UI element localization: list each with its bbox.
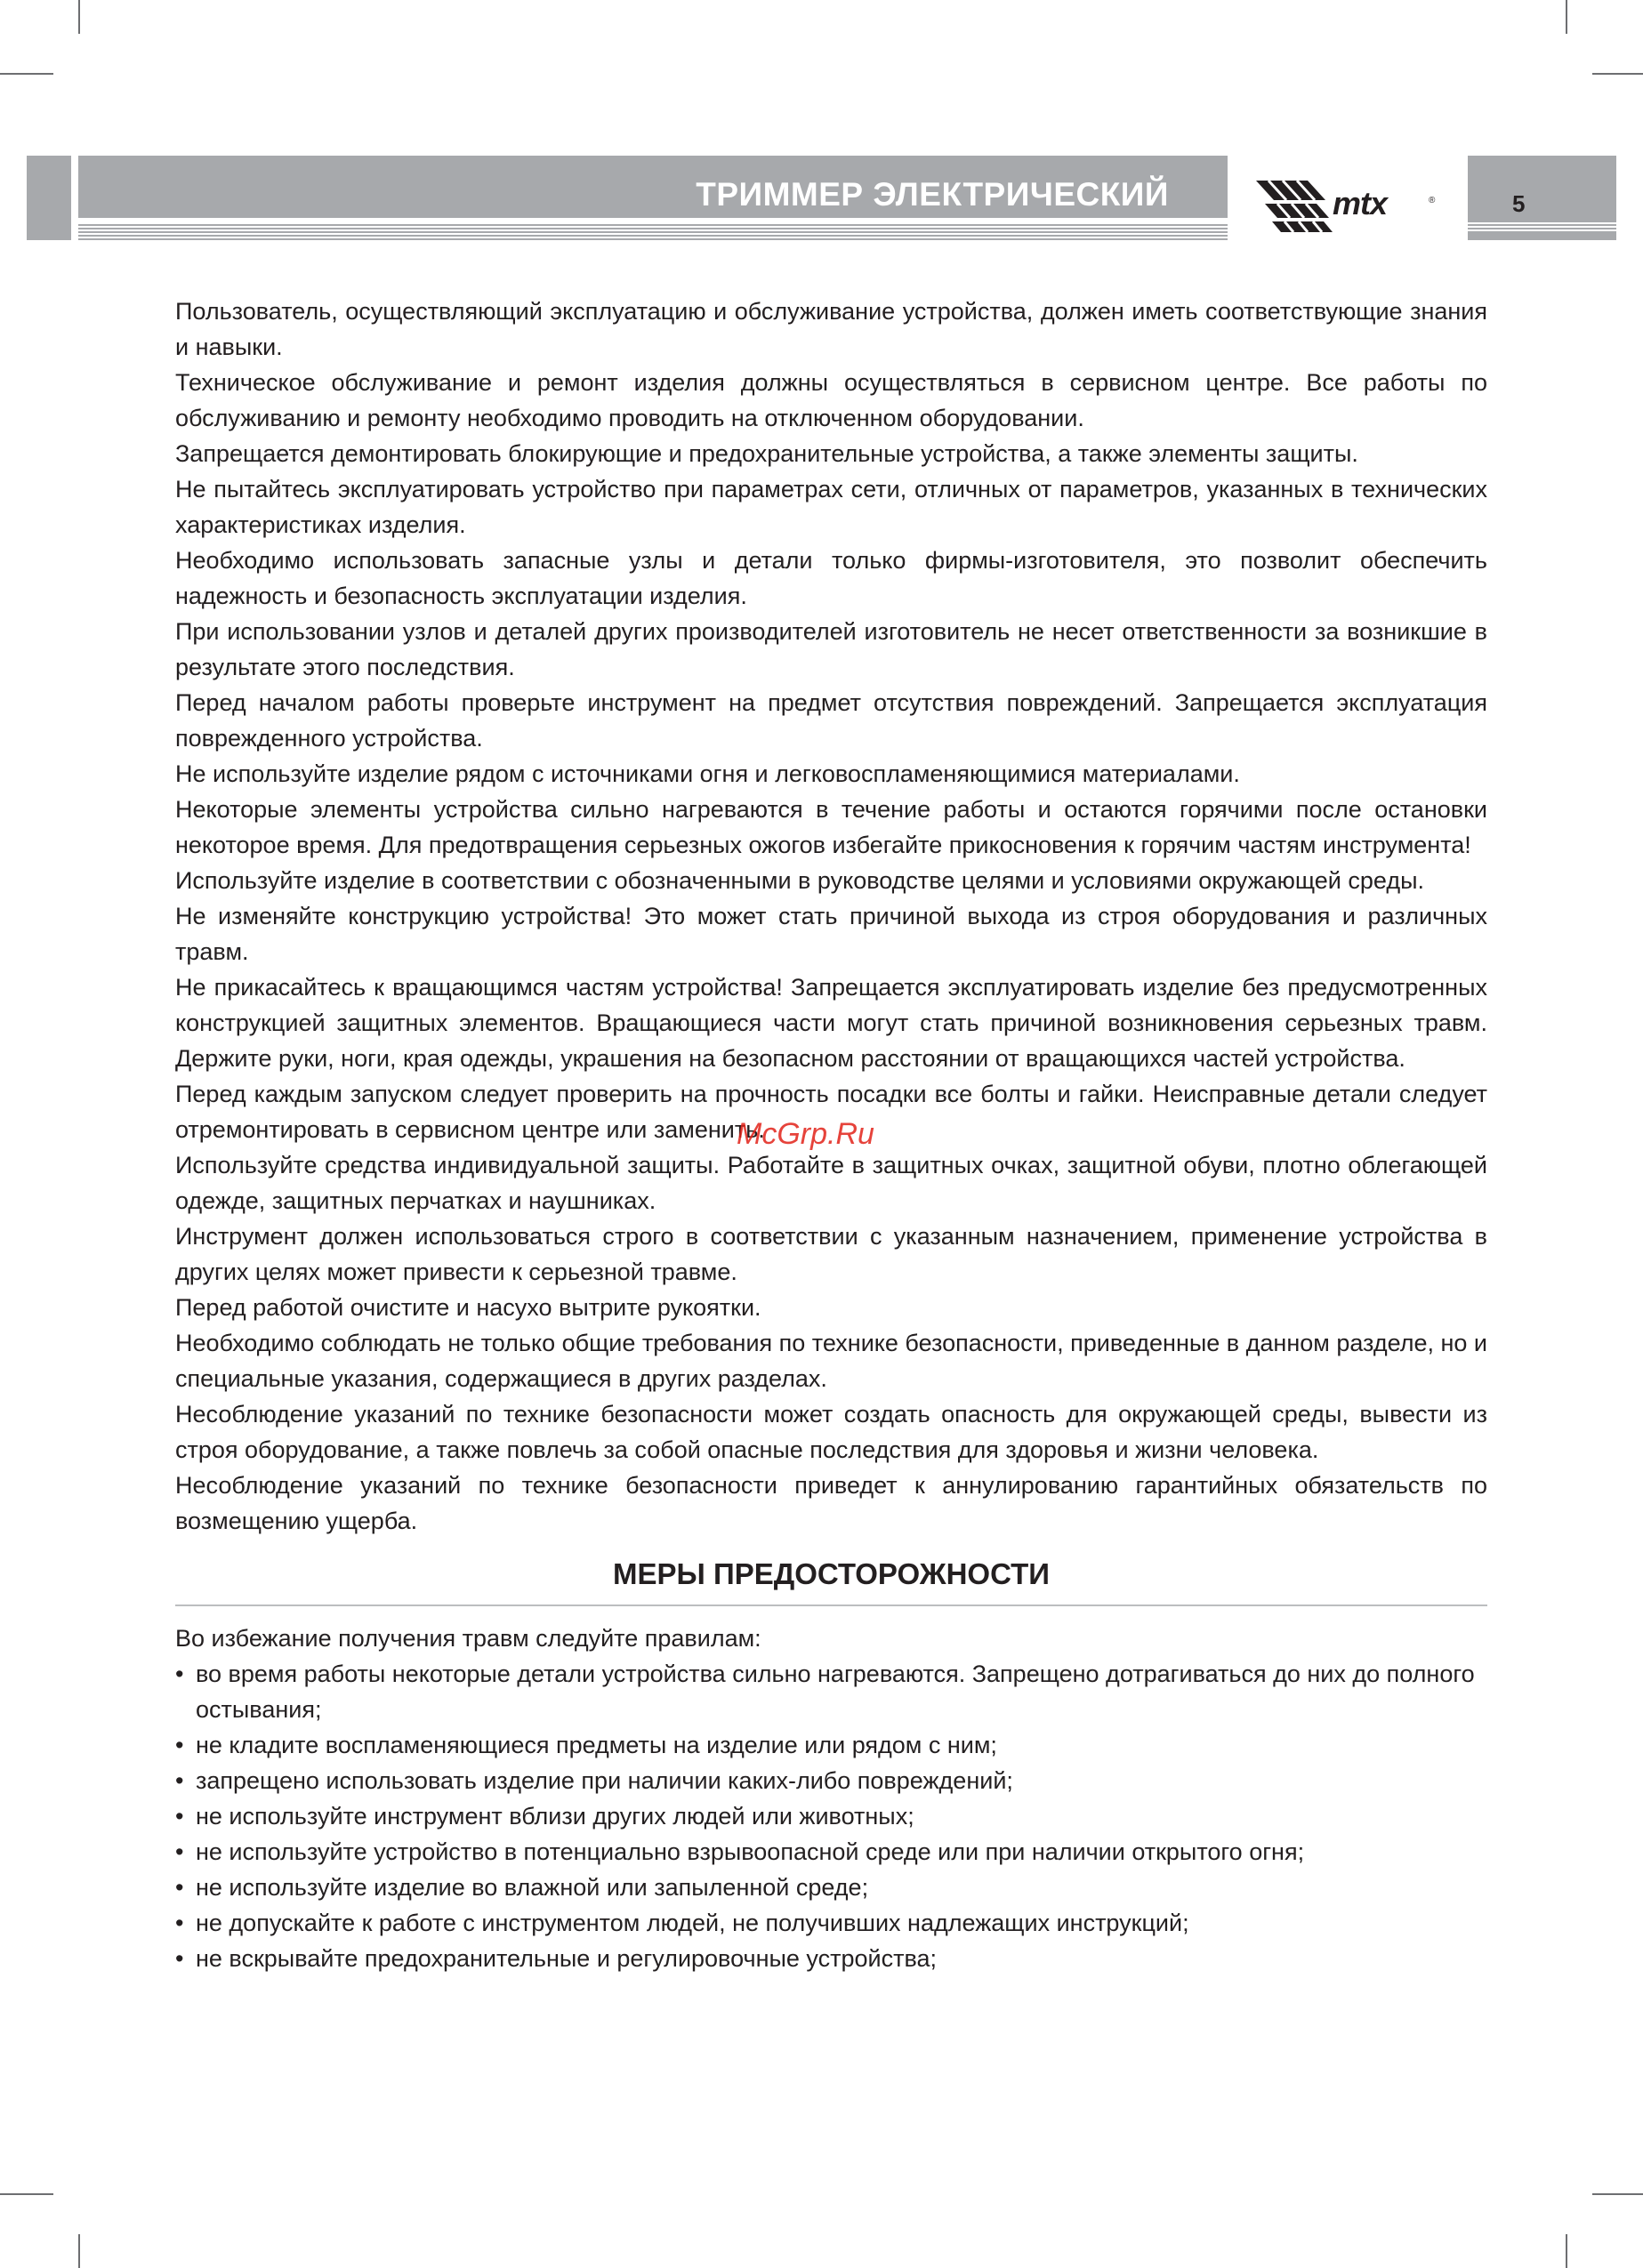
paragraph: Не прикасайтесь к вращающимся частям устройства! Запрещается эксплуатировать изделие без предусмотренных конструкцией защитных элементов. Вращающиеся части могут стать причиной возникновения серьезных травм. Держите руки, ноги, края одежды, украшения на безопасном расстоянии от вращающихся частей устройства. xyxy=(175,974,1487,1072)
list-item: • во время работы некоторые детали устройства сильно нагреваются. Запрещено дотрагиваться до них до полного остывания; xyxy=(175,1656,1487,1727)
paragraph: Необходимо соблюдать не только общие требования по технике безопасности, приведенные в данном разделе, но и специальные указания, содержащиеся в других разделах. xyxy=(175,1330,1487,1392)
page-number: 5 xyxy=(1512,190,1526,217)
paragraph: Инструмент должен использоваться строго в соответствии с указанным назначением, применение устройства в других целях может привести к серьезной травме. xyxy=(175,1223,1487,1285)
heading-divider xyxy=(175,1604,1487,1606)
section-heading: МЕРЫ ПРЕДОСТОРОЖНОСТИ xyxy=(613,1557,1050,1590)
watermark: McGrp.Ru xyxy=(737,1117,874,1151)
brand-registered-mark: ® xyxy=(1429,196,1436,205)
paragraph: Перед началом работы проверьте инструмент на предмет отсутствия повреждений. Запрещается эксплуатация поврежденного устройства. xyxy=(175,689,1487,752)
crop-mark xyxy=(0,2193,53,2195)
crop-mark xyxy=(1592,2193,1643,2195)
list-item: • не допускайте к работе с инструментом людей, не получивших надлежащих инструкций; xyxy=(175,1905,1487,1941)
paragraph: Не используйте изделие рядом с источниками огня и легковоспламеняющимися материалами. xyxy=(175,760,1240,787)
page-title: ТРИММЕР ЭЛЕКТРИЧЕСКИЙ xyxy=(696,176,1169,213)
crop-mark xyxy=(0,73,53,75)
list-item: • не используйте устройство в потенциально взрывоопасной среде или при наличии открытого огня; xyxy=(175,1834,1487,1870)
crop-mark xyxy=(1566,2234,1567,2268)
header-right-block xyxy=(1468,156,1616,240)
paragraph: Несоблюдение указаний по технике безопасности приведет к аннулированию гарантийных обязательств по возмещению ущерба. xyxy=(175,1472,1487,1534)
paragraph: Перед работой очистите и насухо вытрите рукоятки. xyxy=(175,1294,761,1321)
paragraph: Не пытайтесь эксплуатировать устройство при параметрах сети, отличных от параметров, указанных в технических характеристиках изделия. xyxy=(175,476,1487,538)
list-item: • запрещено использовать изделие при наличии каких-либо повреждений; xyxy=(175,1763,1487,1798)
crop-mark xyxy=(78,0,80,34)
header-stripes xyxy=(78,224,1228,240)
paragraph: Техническое обслуживание и ремонт изделия должны осуществляться в сервисном центре. Все работы по обслуживанию и ремонту необходимо проводить на отключенном оборудовании. xyxy=(175,369,1487,431)
paragraph: Некоторые элементы устройства сильно нагреваются в течение работы и остаются горячими после остановки некоторое время. Для предотвращения серьезных ожогов избегайте прикосновения к горячим частям инструмента! xyxy=(175,796,1487,858)
list-item: • не используйте инструмент вблизи других людей или животных; xyxy=(175,1798,1487,1834)
paragraph: Пользователь, осуществляющий эксплуатацию и обслуживание устройства, должен иметь соответствующие знания и навыки. xyxy=(175,298,1487,360)
precautions-list xyxy=(175,1656,1487,1976)
paragraph: Перед каждым запуском следует проверить на прочность посадки все болты и гайки. Неисправные детали следует отремонтировать в сервисном центре или заменить. xyxy=(175,1081,1487,1143)
crop-mark xyxy=(1592,73,1643,75)
list-item: • не кладите воспламеняющиеся предметы на изделие или рядом с ним; xyxy=(175,1727,1487,1763)
brand-name: mtx xyxy=(1333,185,1388,221)
paragraph: Используйте изделие в соответствии с обозначенными в руководстве целями и условиями окружающей среды. xyxy=(175,867,1424,894)
crop-mark xyxy=(1566,0,1567,34)
paragraph: При использовании узлов и деталей других производителей изготовитель не несет ответственности за возникшие в результате этого последствия. xyxy=(175,618,1487,680)
paragraph: Запрещается демонтировать блокирующие и предохранительные устройства, а также элементы защиты. xyxy=(175,440,1358,467)
paragraph: Используйте средства индивидуальной защиты. Работайте в защитных очках, защитной обуви, плотно облегающей одежде, защитных перчатках и наушниках. xyxy=(175,1152,1487,1214)
crop-mark xyxy=(78,2234,80,2268)
list-item: • не используйте изделие во влажной или запыленной среде; xyxy=(175,1870,1487,1905)
paragraph: Необходимо использовать запасные узлы и детали только фирмы-изготовителя, это позволит обеспечить надежность и безопасность эксплуатации изделия. xyxy=(175,547,1487,609)
list-item: • не вскрывайте предохранительные и регулировочные устройства; xyxy=(175,1941,1487,1976)
paragraph: Несоблюдение указаний по технике безопасности может создать опасность для окружающей среды, вывести из строя оборудование, а также повлечь за собой опасные последствия для здоровья и жизни человека. xyxy=(175,1401,1487,1463)
paragraph: Не изменяйте конструкцию устройства! Это может стать причиной выхода из строя оборудования и различных травм. xyxy=(175,903,1487,965)
precautions-intro: Во избежание получения травм следуйте правилам: xyxy=(175,1625,761,1652)
header-left-block xyxy=(27,156,71,240)
